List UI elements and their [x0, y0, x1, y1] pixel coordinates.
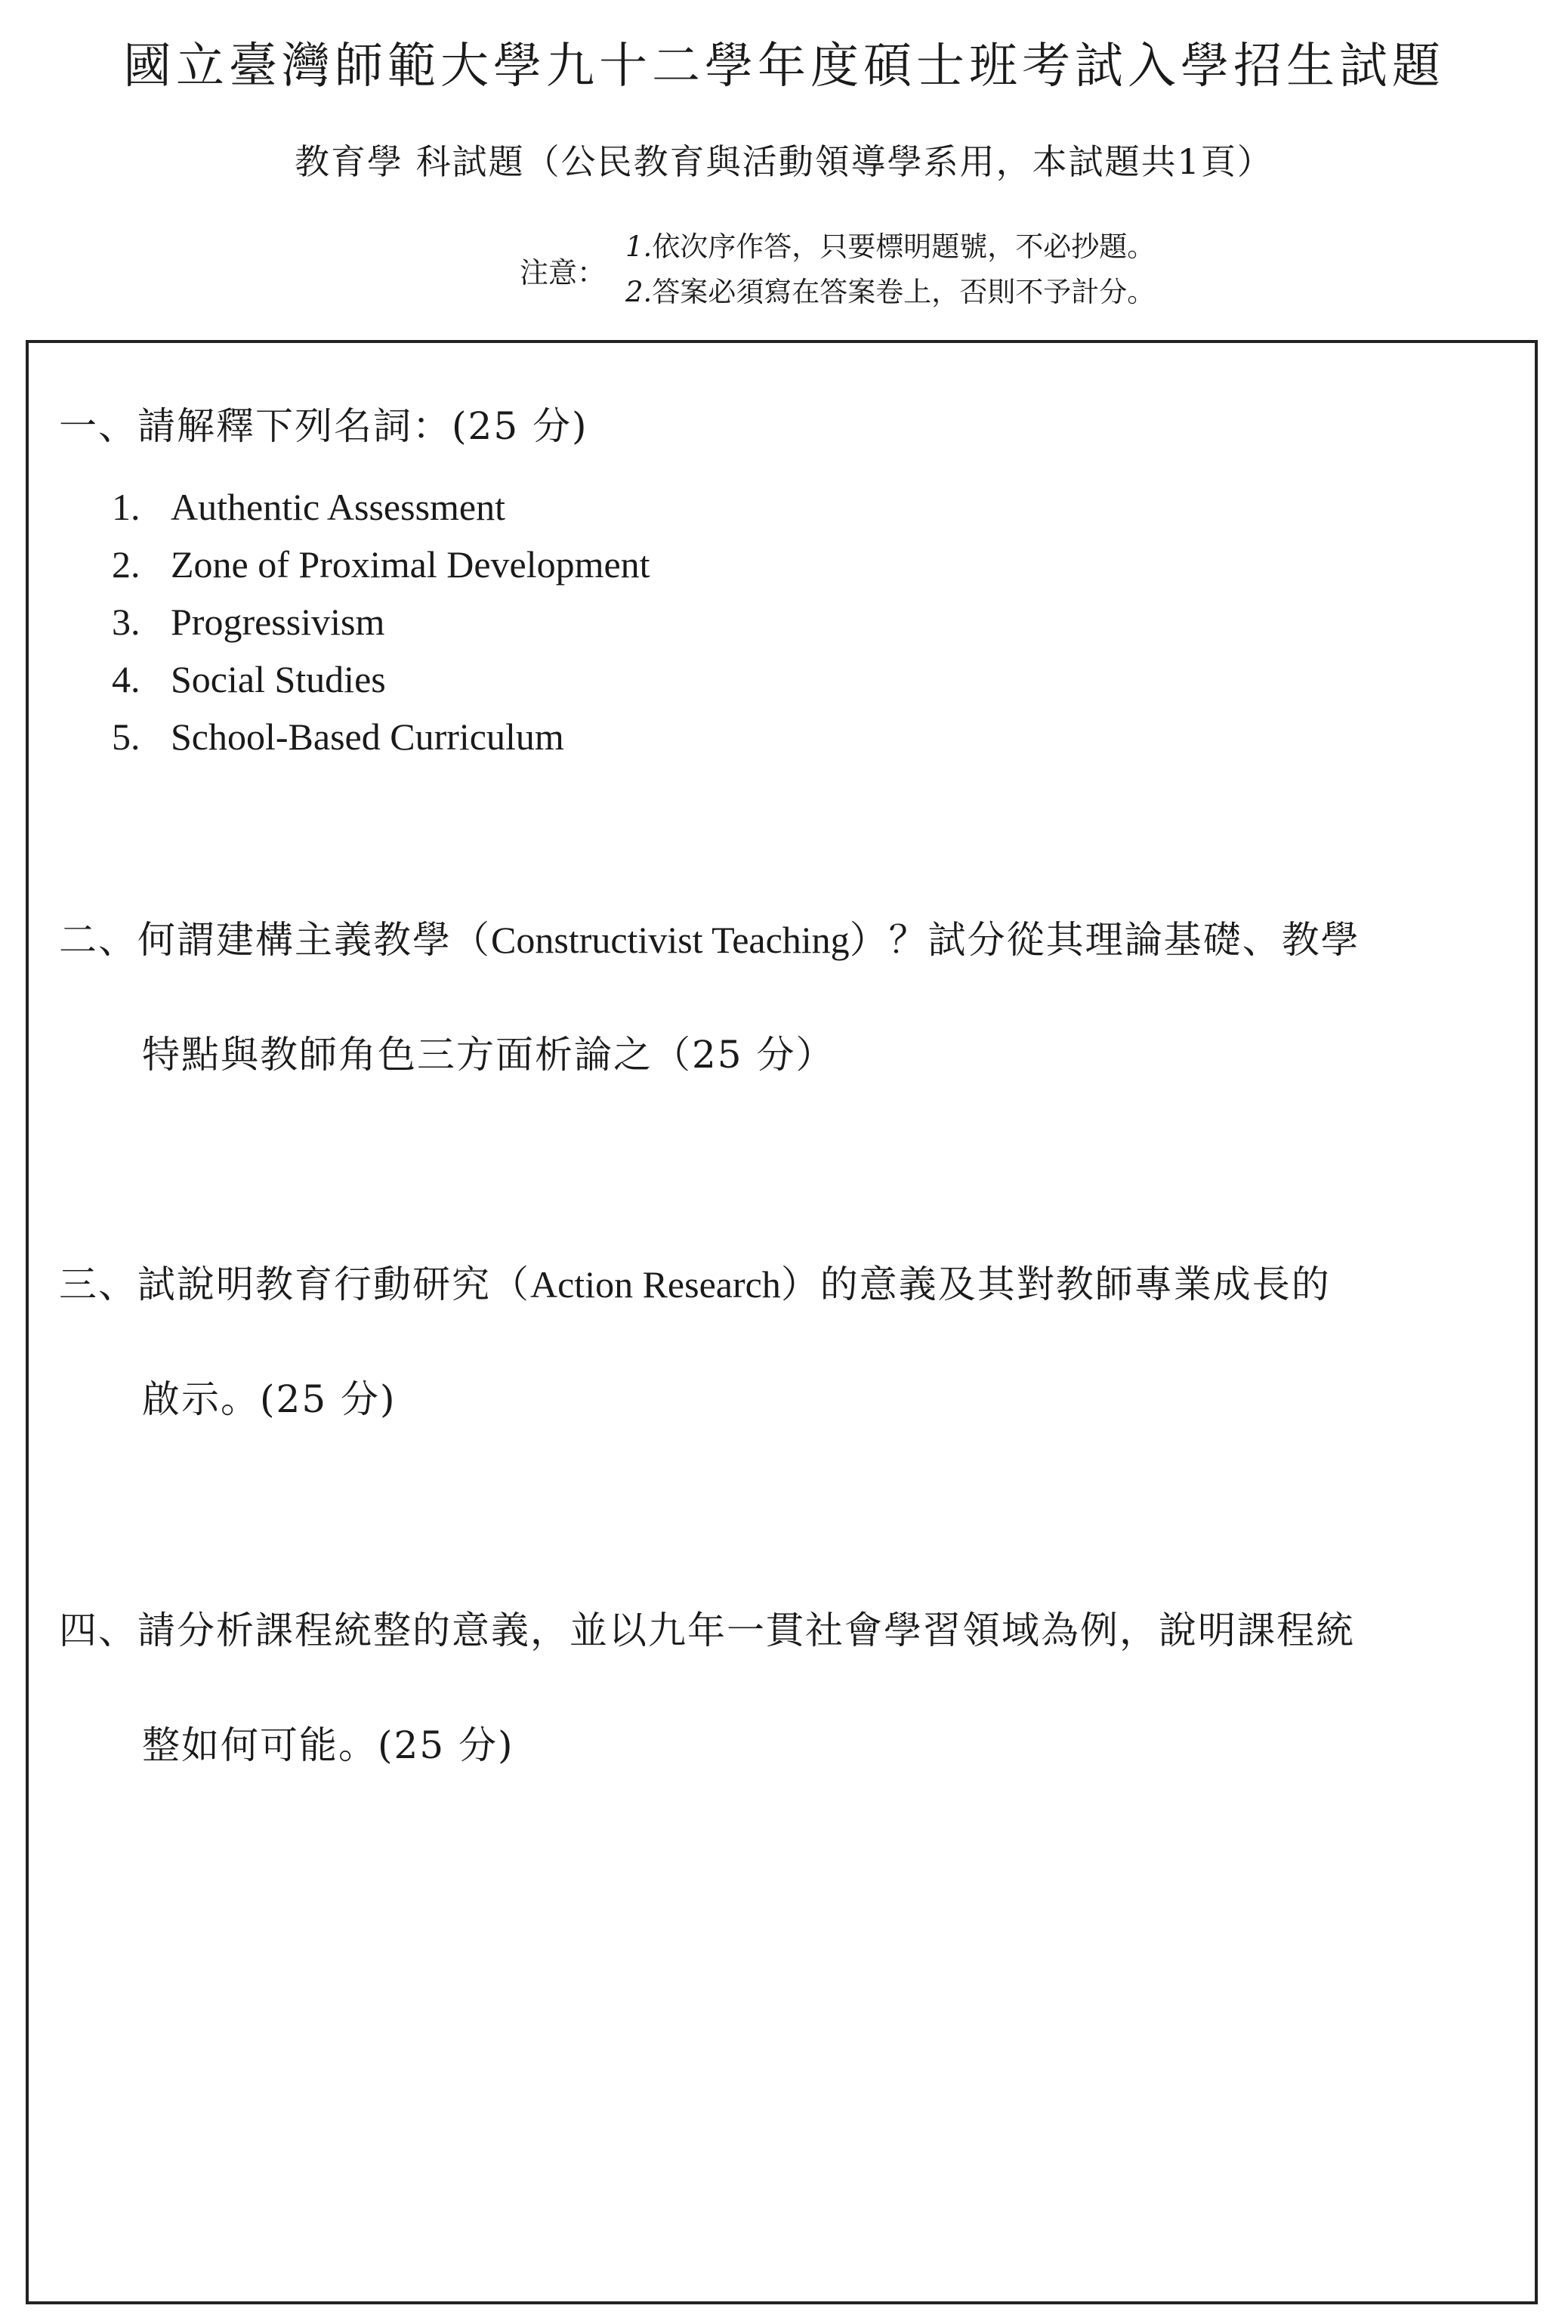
question-2-line-2: 特點與教師角色三方面析論之（25 分）: [142, 1033, 835, 1077]
question-4-line-2: 整如何可能。(25 分): [142, 1723, 514, 1767]
question-2-text-b: ）？試分從其理論基礎、教學: [849, 918, 1360, 962]
notice-label: 注意：: [520, 256, 607, 289]
term-number: 3.: [112, 601, 140, 643]
notice-text: 依次序作答，只要標明題號，不必抄題。: [652, 230, 1156, 263]
term-number: 5.: [112, 715, 140, 758]
term-number: 1.: [112, 486, 140, 528]
exam-subtitle: 教育學 科試題（公民教育與活動領導學系用，本試題共1頁）: [295, 141, 1273, 182]
notice-item: [625, 224, 1155, 264]
question-3-line-2: 啟示。(25 分): [142, 1377, 397, 1421]
notice-number: 2.: [625, 276, 653, 308]
question-3-term: Action Research: [530, 1263, 781, 1306]
question-4-line-1: 四、請分析課程統整的意義，並以九年一貫社會學習領域為例，說明課程統: [59, 1609, 1355, 1652]
term-text: Progressivism: [171, 601, 385, 643]
term-item: [112, 657, 386, 701]
notice-item: [625, 269, 1155, 310]
term-text: Social Studies: [171, 658, 386, 700]
notice-number: 1.: [625, 230, 653, 263]
question-2-text-a: 二、何謂建構主義教學（: [59, 918, 491, 962]
term-item: [112, 485, 505, 529]
term-number: 2.: [112, 543, 140, 586]
question-3-text-b: ）的意義及其對教師專業成長的: [780, 1262, 1331, 1306]
term-text: School-Based Curriculum: [171, 715, 564, 758]
term-text: Zone of Proximal Development: [171, 543, 650, 586]
notice-text: 答案必須寫在答案卷上，否則不予計分。: [652, 276, 1156, 308]
question-3-text-a: 三、試說明教育行動研究（: [59, 1262, 530, 1306]
exam-title: 國立臺灣師範大學九十二學年度碩士班考試入學招生試題: [123, 39, 1445, 94]
term-item: [112, 542, 650, 586]
term-item: [112, 715, 564, 759]
question-1-prompt: 一、請解釋下列名詞：(25 分): [59, 404, 588, 448]
term-item: [112, 600, 384, 644]
question-3-line-1: [59, 1254, 1331, 1309]
term-number: 4.: [112, 658, 140, 700]
question-2-term: Constructivist Teaching: [491, 919, 850, 961]
question-2-line-1: [59, 910, 1360, 964]
term-text: Authentic Assessment: [171, 486, 506, 528]
